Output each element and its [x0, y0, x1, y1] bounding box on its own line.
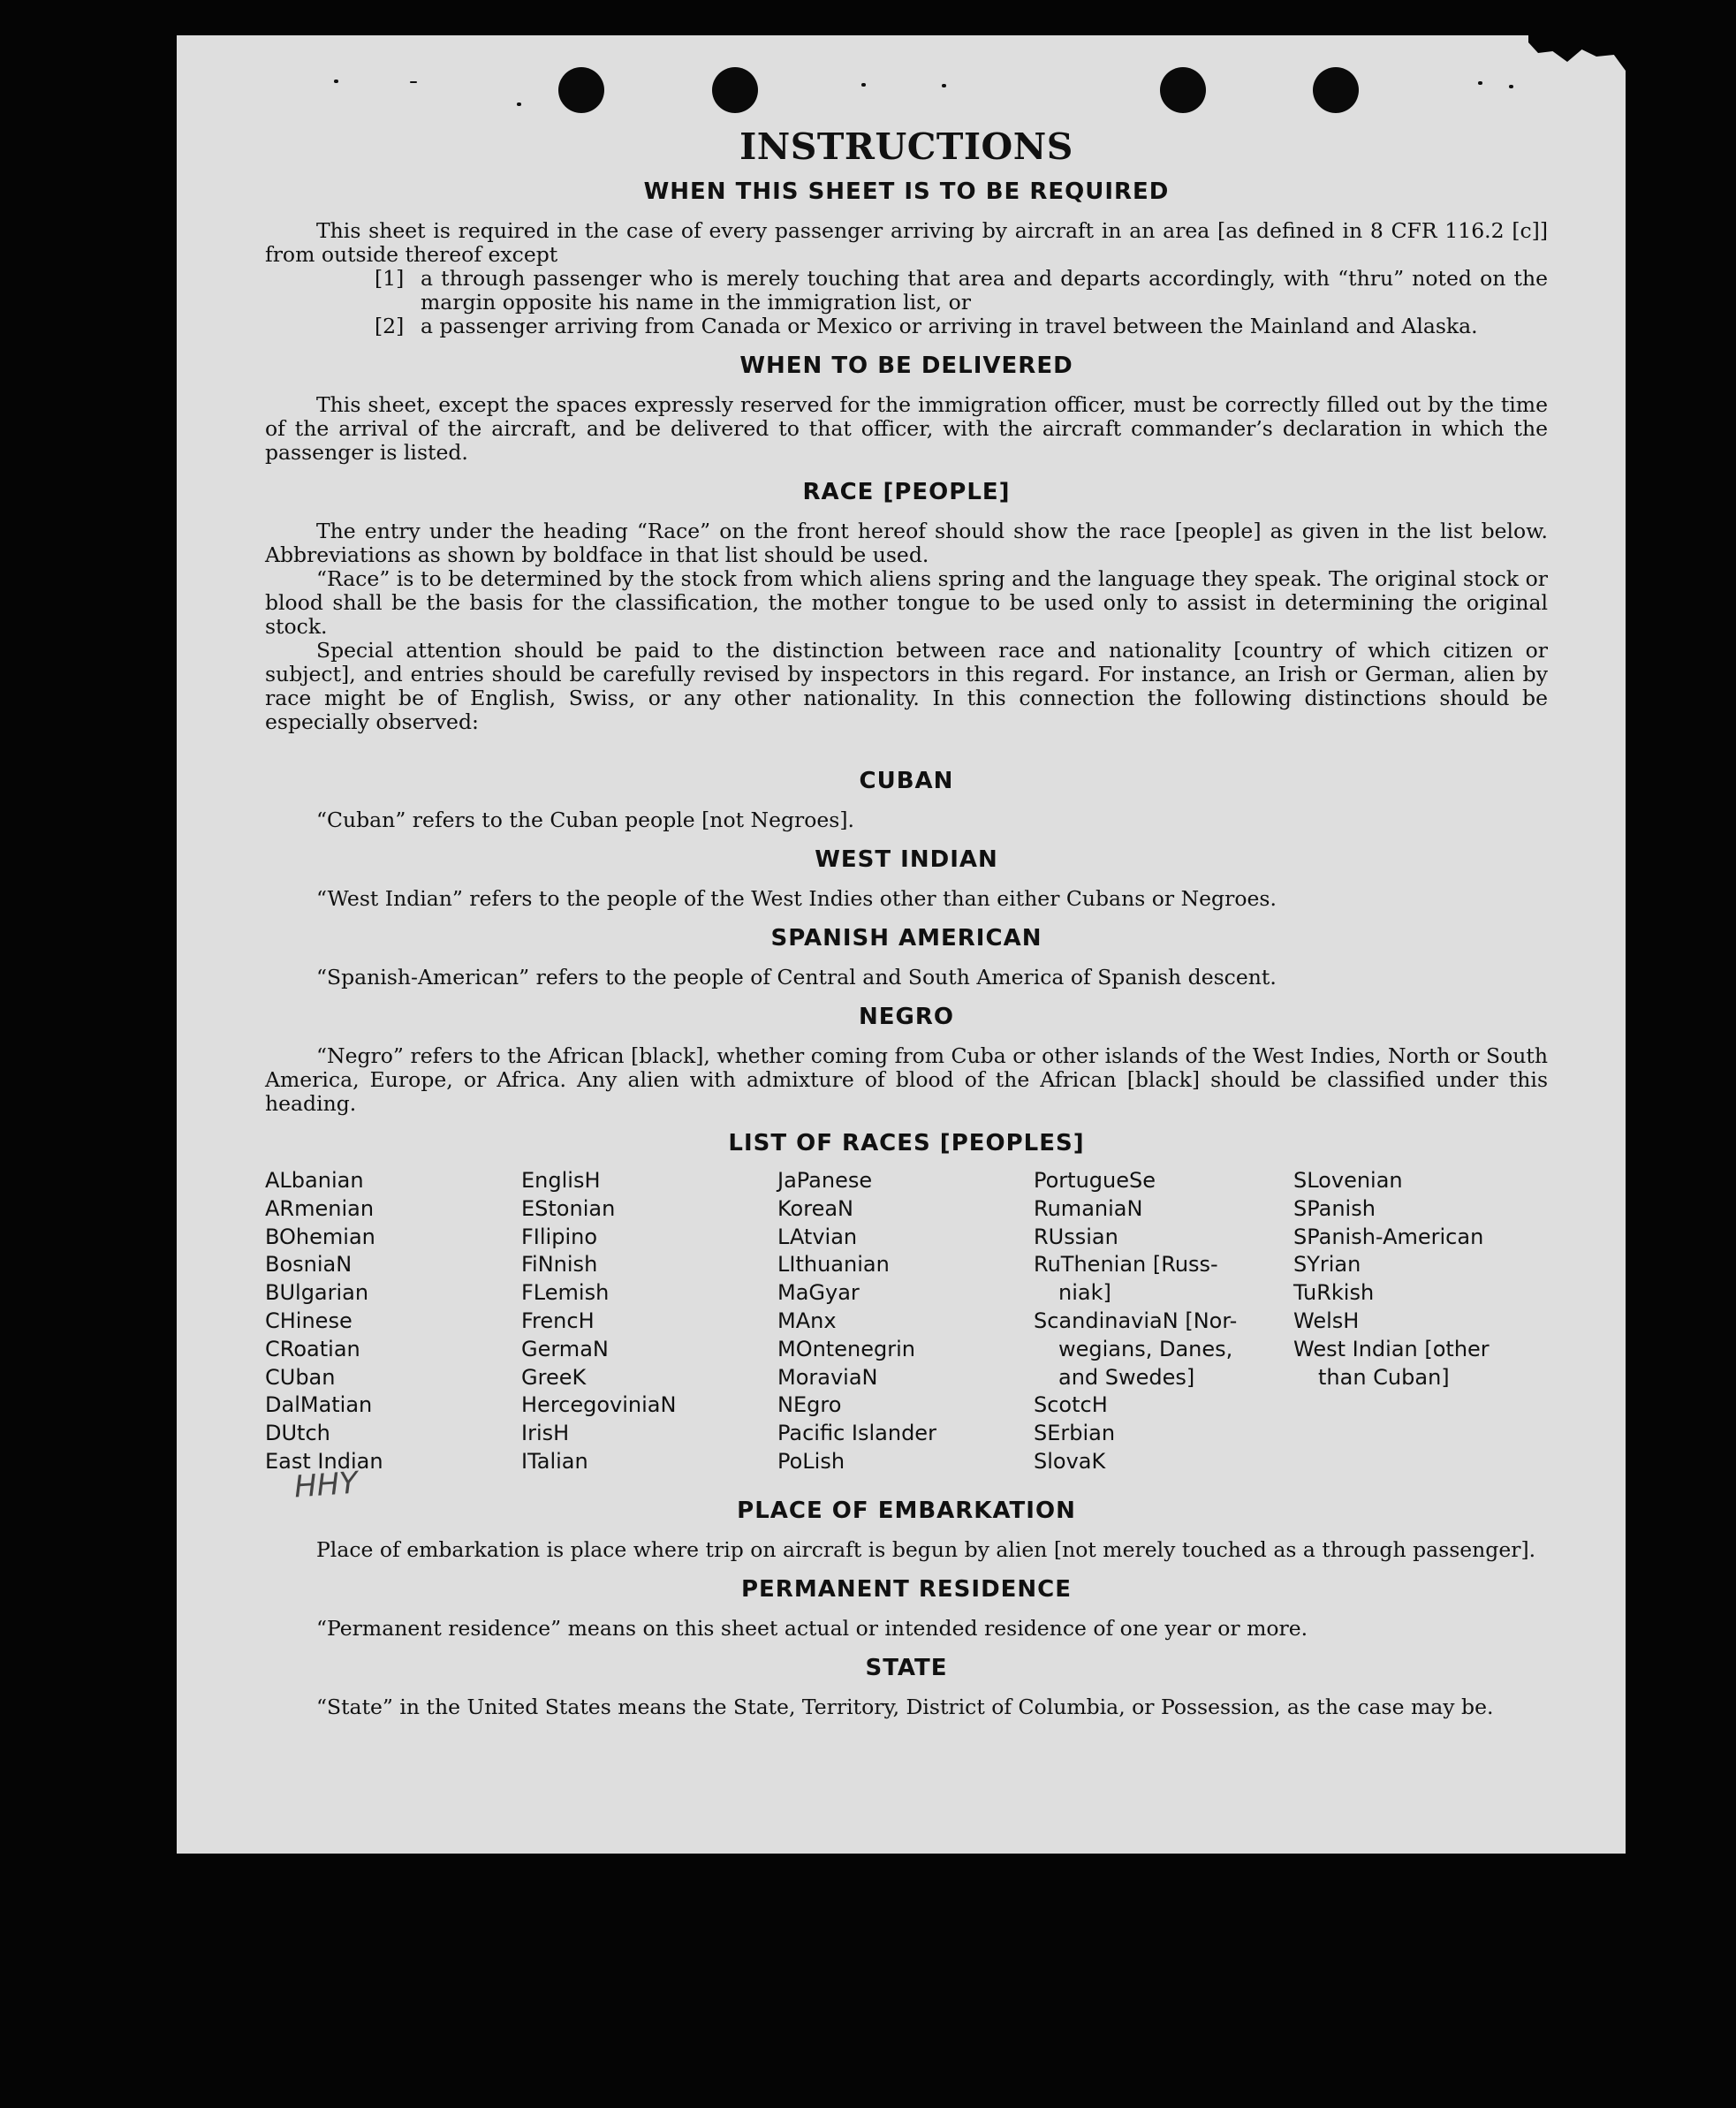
race-entry: KoreaN	[777, 1195, 853, 1221]
heading-spanish-american: SPANISH AMERICAN	[770, 925, 1042, 952]
race-entry: wegians, Danes,	[1058, 1336, 1233, 1361]
punch-hole	[1160, 67, 1206, 113]
race-entry: SlovaK	[1034, 1448, 1106, 1474]
cuban-text: “Cuban” refers to the Cuban people [not Negroes].	[316, 808, 855, 832]
races-column	[265, 1167, 521, 1476]
race-entry: niak]	[1058, 1280, 1111, 1306]
race-entry: RUssian	[1034, 1224, 1118, 1249]
handwritten-note: HHY	[292, 1465, 360, 1505]
race-entry: IrisH	[521, 1421, 570, 1446]
race-entry: SLovenian	[1293, 1168, 1403, 1193]
race-entry: DalMatian	[265, 1392, 373, 1418]
exception-item: [1] a through passenger who is merely touching that area and departs accordingly, with “thru” noted on the margin opposite his name in the immigration list, or	[375, 266, 1548, 315]
heading-permanent-residence: PERMANENT RESIDENCE	[740, 1575, 1073, 1603]
race-entry: SYrian	[1293, 1252, 1361, 1278]
race-paragraph: Special attention should be paid to the distinction between race and nationality [country of which citizen or subject], and entries should be carefully revised by inspectors in this regard. For instance, an Irish or German, alien by race might be of English, Swiss, or any other nationality. In this connection the following distinctions should be especially observed:	[265, 638, 1548, 734]
race-paragraph: The entry under the heading “Race” on the front hereof should show the race [people] as given in the list below. Abbreviations as shown by boldface in that list should be used.	[265, 519, 1548, 567]
race-entry: MAnx	[777, 1308, 837, 1333]
speck	[517, 102, 521, 106]
race-entry: PortugueSe	[1034, 1168, 1156, 1193]
race-entry: HercegoviniaN	[521, 1392, 677, 1418]
speck	[1509, 85, 1513, 88]
race-entry: MOntenegrin	[777, 1336, 915, 1361]
state-text: “State” in the United States means the State, Territory, District of Columbia, or Possession, as the case may be.	[316, 1694, 1494, 1719]
when-delivered-text: This sheet, except the spaces expressly reserved for the immigration officer, must be correctly filled out by the time of the arrival of the aircraft, and be delivered to that officer, with the aircraft commander’s declaration in which the passenger is listed.	[265, 392, 1548, 465]
punch-hole	[712, 67, 758, 113]
heading-cuban: CUBAN	[859, 768, 954, 794]
race-entry: SErbian	[1034, 1421, 1116, 1446]
speck	[334, 80, 338, 83]
race-entry: TuRkish	[1293, 1280, 1375, 1306]
spanish-american-text: “Spanish-American” refers to the people of Central and South America of Spanish descent.	[316, 965, 1277, 990]
race-entry: Pacific Islander	[777, 1421, 936, 1446]
race-entry: FrencH	[521, 1308, 595, 1333]
race-entry: ALbanian	[265, 1168, 364, 1193]
race-entry: and Swedes]	[1058, 1364, 1195, 1390]
heading-when-required: WHEN THIS SHEET IS TO BE REQUIRED	[643, 178, 1170, 205]
races-column	[777, 1167, 1034, 1476]
race-entry: RumaniaN	[1034, 1195, 1143, 1221]
race-entry: ScotcH	[1034, 1392, 1108, 1418]
race-entry: PoLish	[777, 1448, 845, 1474]
race-entry: BosniaN	[265, 1252, 353, 1278]
race-entry: EnglisH	[521, 1168, 601, 1193]
race-entry: NEgro	[777, 1392, 842, 1418]
race-entry: LIthuanian	[777, 1252, 890, 1278]
race-entry: FIlipino	[521, 1224, 598, 1249]
embarkation-text: Place of embarkation is place where trip on aircraft is begun by alien [not merely touched as a through passenger].	[316, 1536, 1536, 1562]
race-entry: LAtvian	[777, 1224, 858, 1249]
race-entry: CHinese	[265, 1308, 353, 1333]
race-entry: BOhemian	[265, 1224, 375, 1249]
race-entry: FLemish	[521, 1280, 610, 1306]
races-column	[1293, 1167, 1548, 1476]
race-entry: GermaN	[521, 1336, 609, 1361]
race-entry: ARmenian	[265, 1195, 375, 1221]
exception-list	[375, 267, 1548, 338]
race-entry: CUban	[265, 1364, 336, 1390]
heading-when-delivered: WHEN TO BE DELIVERED	[739, 353, 1073, 379]
torn-corner	[1528, 35, 1626, 71]
race-entry: GreeK	[521, 1364, 587, 1390]
instructions-content	[265, 127, 1548, 1719]
speck	[861, 83, 866, 87]
race-entry: EStonian	[521, 1195, 616, 1221]
negro-text: “Negro” refers to the African [black], whether coming from Cuba or other islands of the West Indies, North or South America, Europe, or Africa. Any alien with admixture of blood of the African [black] should be classified under this heading.	[265, 1043, 1548, 1116]
race-entry: CRoatian	[265, 1336, 360, 1361]
races-list	[265, 1167, 1548, 1476]
race-entry: SPanish	[1293, 1195, 1376, 1221]
race-entry: FiNnish	[521, 1252, 598, 1278]
punch-hole	[558, 67, 604, 113]
speck	[942, 84, 946, 87]
residence-text: “Permanent residence” means on this sheet actual or intended residence of one year or more.	[316, 1615, 1308, 1641]
race-entry: SPanish-American	[1293, 1224, 1484, 1249]
race-entry: BUlgarian	[265, 1280, 369, 1306]
exception-item: [2] a passenger arriving from Canada or Mexico or arriving in travel between the Mainland and Alaska.	[375, 314, 1478, 338]
race-entry: West Indian [other	[1293, 1336, 1490, 1361]
races-column	[1034, 1167, 1293, 1476]
race-entry: WelsH	[1293, 1308, 1360, 1333]
race-entry: than Cuban]	[1318, 1364, 1450, 1390]
race-entry: ITalian	[521, 1448, 588, 1474]
race-entry: DUtch	[265, 1421, 330, 1446]
heading-west-indian: WEST INDIAN	[815, 846, 998, 873]
heading-state: STATE	[865, 1654, 948, 1681]
race-entry: MaGyar	[777, 1280, 860, 1306]
speck	[1478, 81, 1482, 85]
heading-negro: NEGRO	[859, 1004, 954, 1030]
race-entry: East Indian	[265, 1448, 383, 1474]
race-entry: MoraviaN	[777, 1364, 878, 1390]
heading-embarkation: PLACE OF EMBARKATION	[737, 1497, 1076, 1524]
race-entry: ScandinaviaN [Nor-	[1034, 1308, 1238, 1333]
document-sheet	[177, 35, 1626, 1854]
speck	[410, 81, 417, 83]
page-title: INSTRUCTIONS	[739, 125, 1073, 168]
race-entry: JaPanese	[777, 1168, 873, 1193]
race-paragraph: “Race” is to be determined by the stock from which aliens spring and the language they speak. The original stock or blood shall be the basis for the classification, the mother tongue to be used only to assist in determining the original stock.	[265, 566, 1548, 639]
races-column	[521, 1167, 777, 1476]
when-required-intro: This sheet is required in the case of every passenger arriving by aircraft in an area [as defined in 8 CFR 116.2 [c]] from outside thereof except	[265, 218, 1548, 267]
punch-hole	[1313, 67, 1359, 113]
heading-race: RACE [PEOPLE]	[802, 479, 1011, 505]
west-indian-text: “West Indian” refers to the people of the West Indies other than either Cubans or Negroes.	[316, 886, 1277, 911]
heading-list-of-races: LIST OF RACES [PEOPLES]	[728, 1130, 1085, 1156]
race-entry: RuThenian [Russ-	[1034, 1252, 1218, 1278]
